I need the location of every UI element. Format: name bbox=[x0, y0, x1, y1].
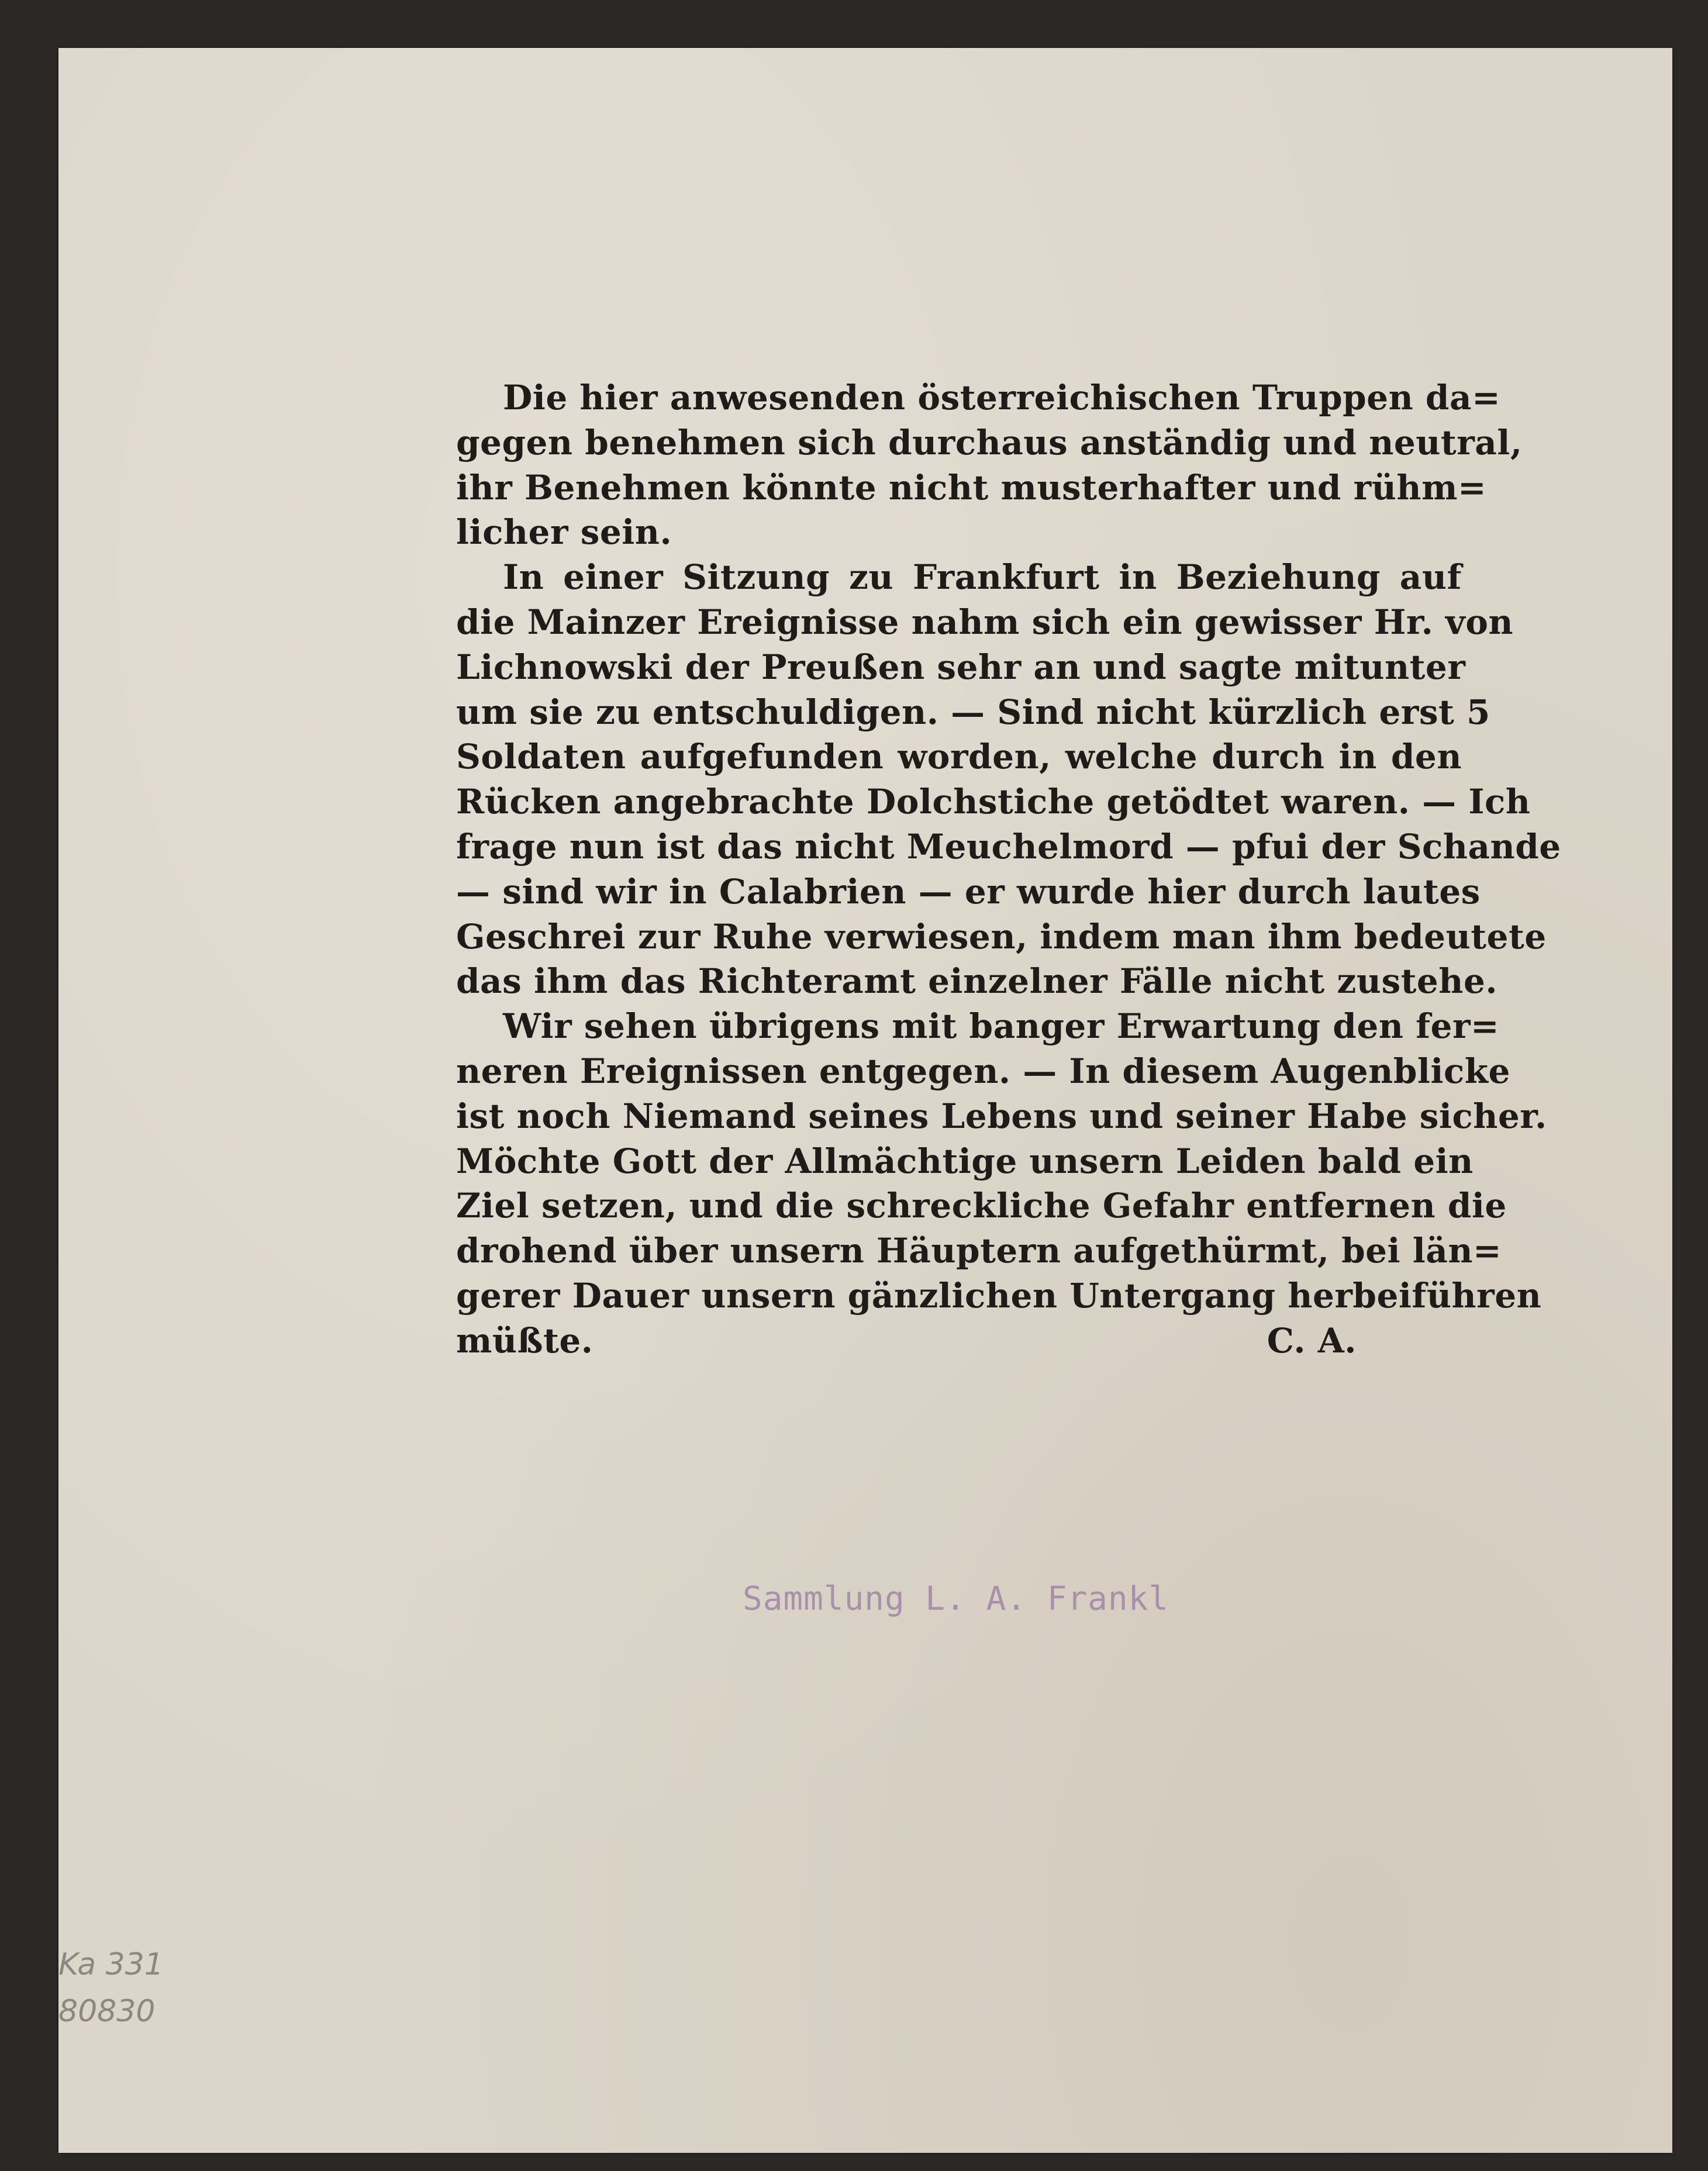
text-line: Die hier anwesenden österreichischen Truppen da= bbox=[503, 378, 1501, 417]
text-line: licher sein. bbox=[456, 512, 672, 553]
text-line: Geschrei zur Ruhe verwiesen, indem man ihm bedeutete bbox=[456, 916, 1547, 957]
text-line: frage nun ist das nicht Meuchelmord — pfui der Schande bbox=[456, 826, 1561, 867]
text-line: Wir sehen übrigens mit banger Erwartung den fer= bbox=[503, 1006, 1500, 1047]
shelfmark-line-1: Ka 331 bbox=[58, 1947, 164, 1982]
text-line: Soldaten aufgefunden worden, welche durch in den bbox=[456, 737, 1462, 777]
text-line: gerer Dauer unsern gänzlichen Untergang herbeiführen bbox=[456, 1275, 1542, 1316]
paragraph-3 bbox=[456, 1004, 1547, 1363]
text-line: neren Ereignissen entgegen. — In diesem Augenblicke bbox=[456, 1051, 1510, 1091]
paragraph-2 bbox=[456, 555, 1561, 1004]
text-line: Rücken angebrachte Dolchstiche getödtet waren. — Ich bbox=[456, 782, 1531, 822]
text-line: das ihm das Richteramt einzelner Fälle nicht zustehe. bbox=[456, 961, 1498, 1002]
text-line: In einer Sitzung zu Frankfurt in Beziehung auf bbox=[503, 557, 1462, 598]
paper-sheet bbox=[58, 48, 1672, 2153]
text-line: Lichnowski der Preußen sehr an und sagte mitunter bbox=[456, 647, 1466, 687]
text-line: Ziel setzen, und die schreckliche Gefahr entfernen die bbox=[456, 1186, 1507, 1226]
text-line: Möchte Gott der Allmächtige unsern Leiden bald ein bbox=[456, 1141, 1474, 1181]
collection-stamp: Sammlung L. A. Frankl bbox=[743, 1580, 1169, 1618]
text-line: die Mainzer Ereignisse nahm sich ein gewisser Hr. von bbox=[456, 602, 1514, 642]
shelfmark-line-2: 80830 bbox=[58, 1994, 156, 2029]
shelfmark-annotation bbox=[58, 1941, 164, 2035]
closing-word: müßte. bbox=[456, 1320, 594, 1361]
closing-line bbox=[456, 1319, 1462, 1364]
text-line: drohend über unsern Häuptern aufgethürmt, bei län= bbox=[456, 1231, 1502, 1271]
text-line: — sind wir in Calabrien — er wurde hier durch lautes bbox=[456, 871, 1481, 912]
document-body bbox=[456, 375, 1561, 1364]
text-line: ist noch Niemand seines Lebens und seiner Habe sicher. bbox=[456, 1096, 1547, 1136]
text-line: gegen benehmen sich durchaus anständig und neutral, bbox=[456, 422, 1523, 462]
paragraph-1 bbox=[456, 375, 1523, 555]
text-line: um sie zu entschuldigen. — Sind nicht kürzlich erst 5 bbox=[456, 692, 1490, 732]
signature: C. A. bbox=[1267, 1320, 1357, 1361]
text-line: ihr Benehmen könnte nicht musterhafter und rühm= bbox=[456, 467, 1487, 508]
